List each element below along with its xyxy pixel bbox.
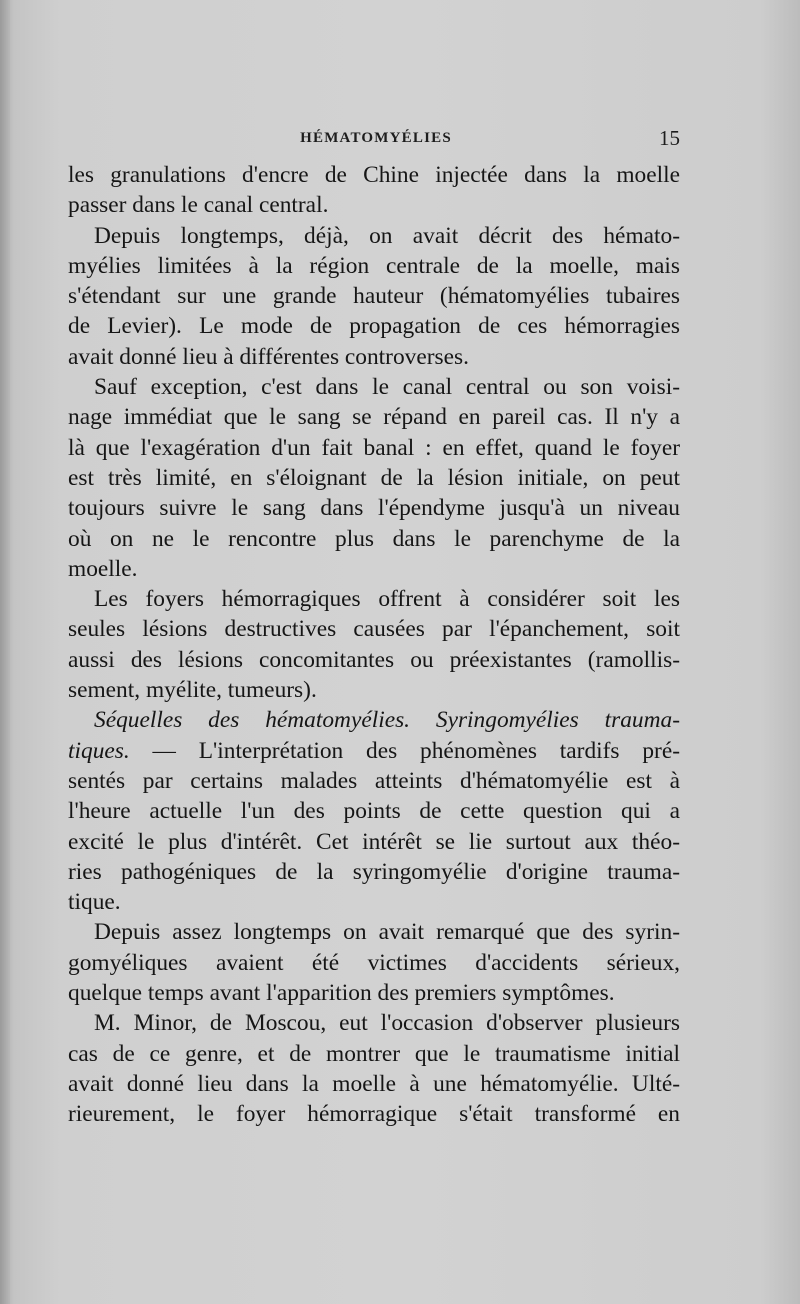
text-line — [68, 190, 680, 220]
line-text: s'étendant sur une grande hauteur (hématomyélies tubaires — [68, 283, 680, 310]
text-line — [68, 887, 680, 917]
text-line — [68, 1099, 680, 1129]
running-title: HÉMATOMYÉLIES — [300, 130, 452, 146]
text-line — [68, 463, 680, 493]
text-line — [68, 978, 680, 1008]
text-line — [68, 493, 680, 523]
line-text: myélies limitées à la région centrale de la moelle, mais — [68, 252, 680, 279]
text-line — [68, 1069, 680, 1099]
line-text: avait donné lieu à différentes controverses. — [68, 343, 469, 370]
text-line — [68, 342, 680, 372]
text-line — [68, 160, 680, 190]
line-text: quelque temps avant l'apparition des premiers symptômes. — [68, 980, 615, 1007]
line-text: de Levier). Le mode de propagation de ces hémorragies — [68, 313, 680, 340]
line-text: avait donné lieu dans la moelle à une hématomyélie. Ulté- — [68, 1070, 680, 1097]
line-text: aussi des lésions concomitantes ou préexistantes (ramollis- — [68, 646, 680, 673]
text-line — [68, 645, 680, 675]
page-gutter-shadow — [0, 0, 10, 1304]
line-text: est très limité, en s'éloignant de la lésion initiale, on peut — [68, 464, 680, 491]
line-text: — L'interprétation des phénomènes tardifs pré- — [129, 737, 680, 764]
text-line — [68, 554, 680, 584]
line-text: toujours suivre le sang dans l'épendyme jusqu'à un niveau — [68, 495, 680, 522]
line-text: ries pathogéniques de la syringomyélie d'origine trauma- — [68, 858, 680, 885]
line-text: tique. — [68, 889, 121, 916]
text-line — [68, 372, 680, 402]
text-line — [68, 402, 680, 432]
line-text: passer dans le canal central. — [68, 192, 329, 219]
running-header — [72, 126, 680, 156]
body-text — [68, 160, 680, 1130]
text-line — [68, 281, 680, 311]
line-text: seules lésions destructives causées par l'épanchement, soit — [68, 616, 680, 643]
line-text: sentés par certains malades atteints d'hématomyélie est à — [68, 767, 680, 794]
line-text: Sauf exception, c'est dans le canal central ou son voisi- — [94, 374, 680, 401]
line-text: l'heure actuelle l'un des points de cette question qui a — [68, 798, 680, 825]
line-text: les granulations d'encre de Chine injectée dans la moelle — [68, 162, 680, 188]
text-line — [68, 675, 680, 705]
text-line — [68, 433, 680, 463]
italic-heading: Séquelles des hématomyélies. Syringomyélies trauma- — [94, 707, 680, 734]
italic-heading: tiques. — [68, 737, 130, 764]
line-text: moelle. — [68, 555, 138, 582]
line-text: là que l'exagération d'un fait banal : en effet, quand le foyer — [68, 434, 680, 461]
text-line — [68, 221, 680, 251]
line-text: où on ne le rencontre plus dans le parenchyme de la — [68, 525, 680, 552]
text-line — [68, 1039, 680, 1069]
text-line — [68, 948, 680, 978]
line-text: Depuis assez longtemps on avait remarqué que des syrin- — [94, 919, 680, 946]
line-text: M. Minor, de Moscou, eut l'occasion d'observer plusieurs — [94, 1010, 680, 1037]
text-line — [68, 827, 680, 857]
page-number: 15 — [659, 126, 680, 150]
text-line — [68, 614, 680, 644]
text-line — [68, 251, 680, 281]
text-line — [68, 584, 680, 614]
line-text: nage immédiat que le sang se répand en pareil cas. Il n'y a — [68, 404, 680, 431]
text-line — [68, 1008, 680, 1038]
text-line — [68, 705, 680, 735]
line-text: excité le plus d'intérêt. Cet intérêt se lie surtout aux théo- — [68, 828, 680, 855]
text-line — [68, 736, 680, 766]
text-line — [68, 796, 680, 826]
line-text: gomyéliques avaient été victimes d'accidents sérieux, — [68, 949, 680, 976]
text-line — [68, 524, 680, 554]
text-line — [68, 311, 680, 341]
text-line — [68, 766, 680, 796]
line-text: cas de ce genre, et de montrer que le traumatisme initial — [68, 1040, 680, 1067]
line-text: sement, myélite, tumeurs). — [68, 677, 317, 704]
line-text: Depuis longtemps, déjà, on avait décrit des hémato- — [94, 222, 680, 249]
line-text: Les foyers hémorragiques offrent à considérer soit les — [94, 586, 680, 613]
text-line — [68, 857, 680, 887]
line-text: rieurement, le foyer hémorragique s'était transformé en — [68, 1101, 680, 1128]
text-line — [68, 917, 680, 947]
